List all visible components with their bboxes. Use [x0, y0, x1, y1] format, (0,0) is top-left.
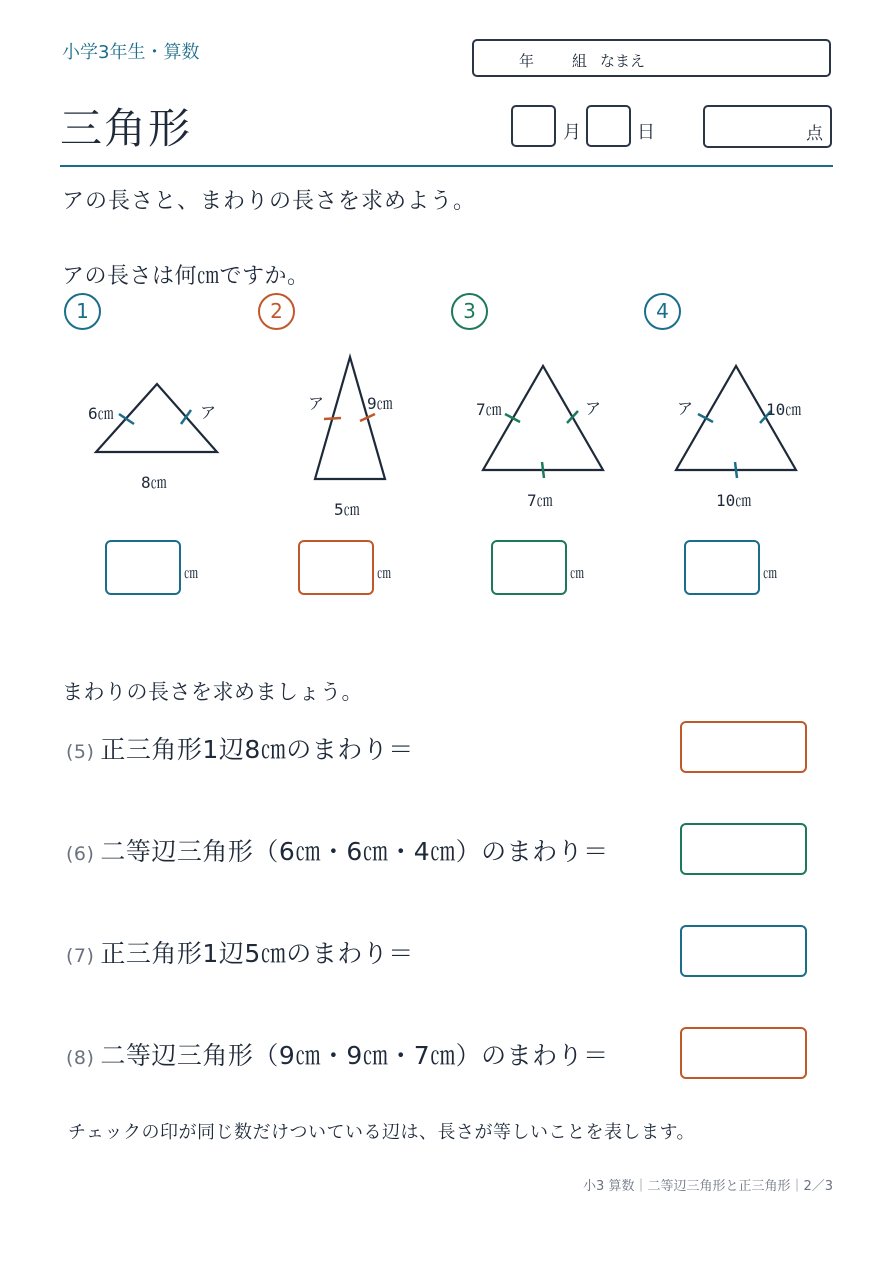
problem-4-unit: ㎝: [763, 566, 777, 582]
problem-4-answer-box[interactable]: [684, 540, 760, 595]
triangle-3-left-label: 7㎝: [476, 400, 502, 419]
problem-8-text: 二等辺三角形（9㎝・9㎝・7㎝）のまわり＝: [100, 1041, 609, 1070]
triangle-2-left-label: ア: [308, 394, 325, 413]
month-label: 月: [563, 122, 581, 143]
triangle-1-left-label: 6㎝: [88, 404, 114, 423]
problem-3-unit: ㎝: [570, 566, 584, 582]
problem-7: [66, 934, 414, 970]
problem-5-number: (5): [66, 741, 95, 763]
triangle-2-right-label: 9㎝: [367, 394, 393, 413]
section2-heading: まわりの長さを求めましょう。: [62, 680, 363, 704]
problem-6-text: 二等辺三角形（6㎝・6㎝・4㎝）のまわり＝: [100, 837, 609, 866]
problem-2-unit: ㎝: [377, 566, 391, 582]
page-footer: 小3 算数｜二等辺三角形と正三角形｜2／3: [583, 1179, 833, 1194]
check-mark-note: チェックの印が同じ数だけついている辺は、長さが等しいことを表します。: [68, 1122, 696, 1143]
section1-heading: アの長さは何㎝ですか。: [62, 264, 310, 289]
name-label: なまえ: [600, 52, 646, 70]
problem-3-number: 3: [451, 293, 488, 330]
problem-8-number: (8): [66, 1047, 95, 1069]
problem-2-number: 2: [258, 293, 295, 330]
triangle-3-bottom-label: 7㎝: [527, 491, 553, 510]
triangle-4-right-label: 10㎝: [766, 400, 802, 419]
year-label: 年: [519, 52, 535, 70]
problem-6: [66, 832, 609, 868]
score-label: 点: [806, 124, 823, 144]
triangle-1-right-label: ア: [200, 403, 217, 422]
problem-5-answer-box[interactable]: [680, 721, 807, 773]
triangle-4-tick-bottom: [735, 462, 737, 478]
grade-subject: 小学3年生・算数: [62, 42, 200, 63]
problem-5: [66, 730, 414, 766]
problem-6-number: (6): [66, 843, 95, 865]
problem-5-text: 正三角形1辺8㎝のまわり＝: [100, 735, 414, 764]
page-title: 三角形: [60, 104, 193, 153]
instruction-text: アの長さと、まわりの長さを求めよう。: [62, 189, 477, 214]
triangle-3-right-label: ア: [585, 399, 602, 418]
triangle-1-bottom-label: 8㎝: [141, 473, 167, 492]
problem-7-answer-box[interactable]: [680, 925, 807, 977]
triangle-4-left-label: ア: [677, 399, 694, 418]
problem-1-unit: ㎝: [184, 566, 198, 582]
problem-1-number: 1: [64, 293, 101, 330]
triangle-4-bottom-label: 10㎝: [716, 491, 752, 510]
problem-7-number: (7): [66, 945, 95, 967]
class-label: 組: [572, 52, 588, 70]
problem-6-answer-box[interactable]: [680, 823, 807, 875]
problem-7-text: 正三角形1辺5㎝のまわり＝: [100, 939, 414, 968]
problem-8: [66, 1036, 609, 1072]
problem-4-number: 4: [644, 293, 681, 330]
problem-8-answer-box[interactable]: [680, 1027, 807, 1079]
day-label: 日: [637, 122, 655, 143]
triangle-2-bottom-label: 5㎝: [334, 500, 360, 519]
